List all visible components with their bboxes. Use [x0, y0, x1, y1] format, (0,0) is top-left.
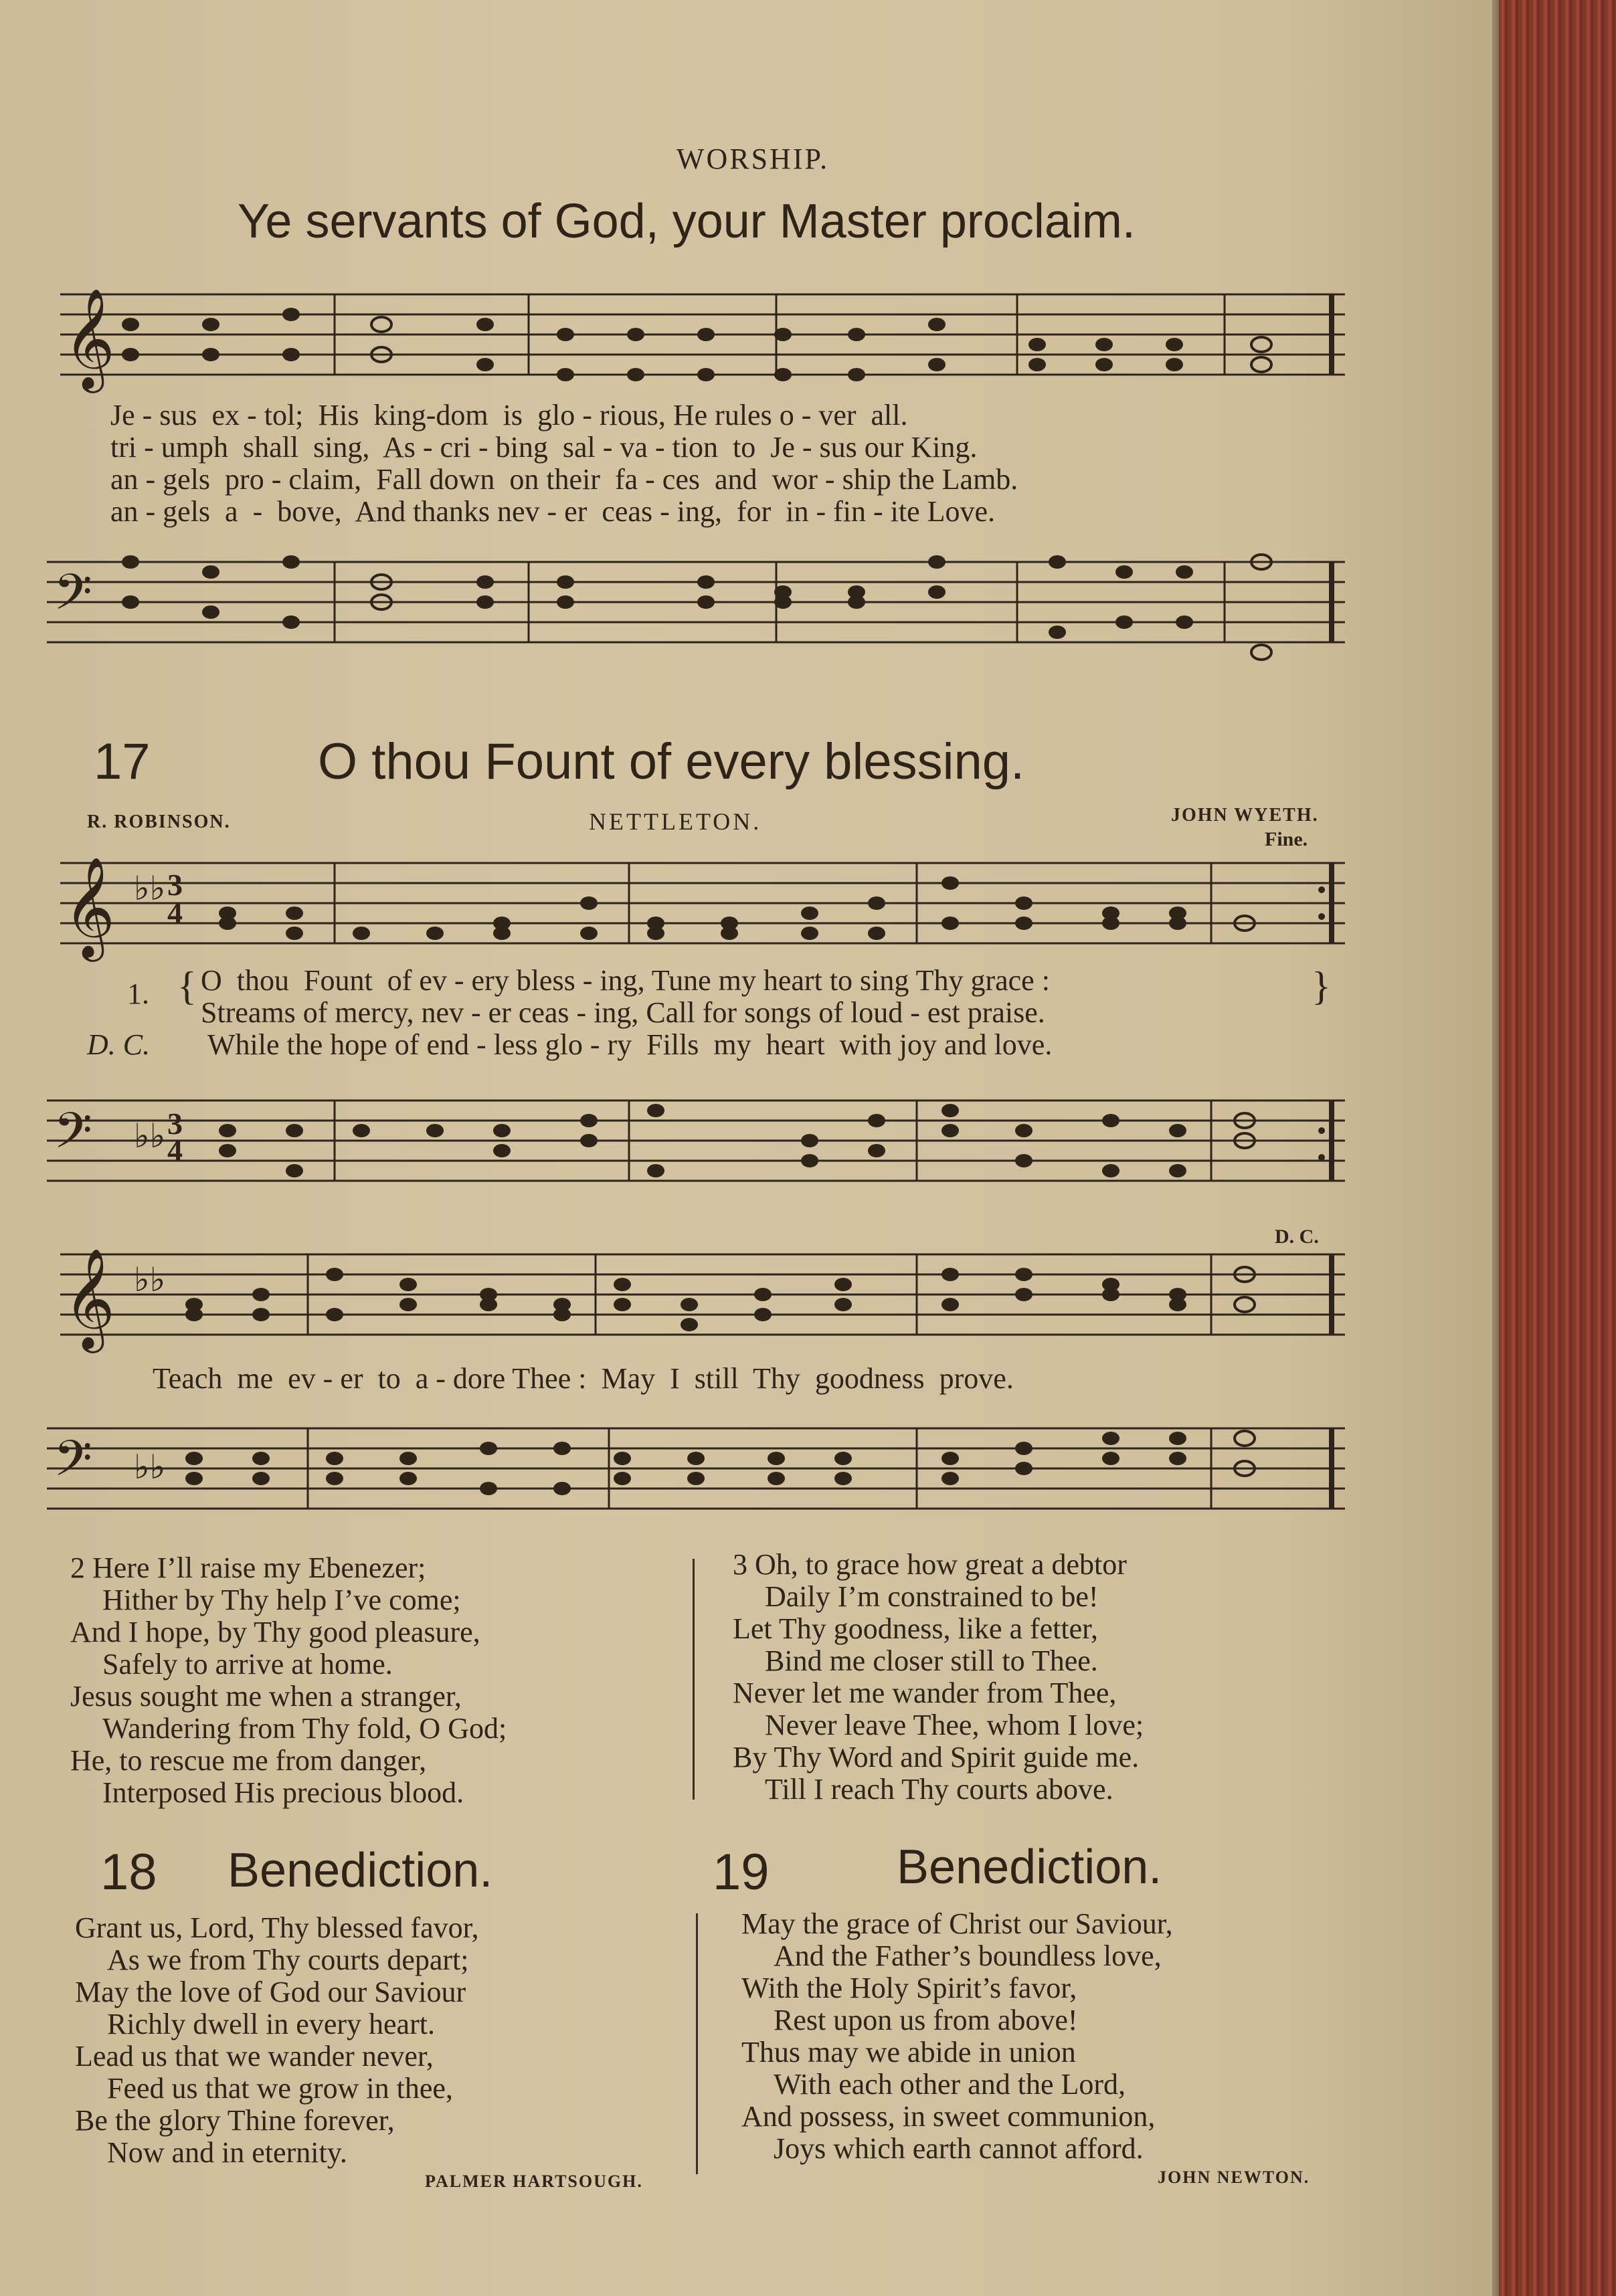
staff-lines-2	[47, 843, 1352, 970]
music-staff-treble-1	[47, 268, 1352, 408]
hymn-title-servants: Ye servants of God, your Master proclaim.	[238, 195, 1136, 248]
svg-text:4: 4	[167, 896, 183, 930]
hymn-18-line: Be the glory Thine forever,	[75, 2104, 395, 2137]
hymn-title-benediction-18: Benediction.	[228, 1844, 493, 1897]
svg-text:𝄢: 𝄢	[54, 1430, 92, 1500]
svg-text:♭♭: ♭♭	[134, 1448, 166, 1486]
stanza-2-line: Interposed His precious blood.	[102, 1776, 464, 1809]
running-head: WORSHIP.	[676, 142, 830, 175]
stanza-2-line: And I hope, by Thy good pleasure,	[70, 1616, 480, 1648]
verse-number: 1.	[127, 977, 149, 1010]
hymn-19-line: Thus may we abide in union	[741, 2036, 1076, 2069]
svg-text:3: 3	[167, 1107, 183, 1141]
staff-lines-bass-2	[47, 1070, 1352, 1204]
stanza-3	[733, 1549, 1144, 1806]
lyricist-credit: R. ROBINSON.	[87, 811, 231, 832]
hymn-18-text	[75, 1912, 479, 2169]
lyric-line-4: an - gels a - bove, And thanks nev - er ceas - ing, for in - fin - ite Love.	[110, 495, 996, 528]
svg-text:4: 4	[167, 1133, 183, 1167]
svg-text:♭♭: ♭♭	[134, 870, 166, 907]
hymn-19-line: With the Holy Spirit’s favor,	[741, 1972, 1077, 2004]
stanza-3-line: By Thy Word and Spirit guide me.	[733, 1741, 1140, 1774]
dc-marking: D. C.	[1275, 1226, 1319, 1248]
svg-text:3: 3	[167, 868, 183, 902]
svg-text:𝄢: 𝄢	[54, 563, 92, 634]
lyric-17-line-2: Streams of mercy, nev - er ceas - ing, Call for songs of loud - est praise.	[201, 996, 1045, 1029]
stanza-3-line: Never leave Thee, whom I love;	[765, 1709, 1144, 1741]
lyric-17-line-1: O thou Fount of ev - ery bless - ing, Tune my heart to sing Thy grace :	[201, 964, 1050, 997]
lyric-17-line-3: Teach me ev - er to a - dore Thee : May I still Thy goodness prove.	[153, 1362, 1014, 1395]
lyric-line-3: an - gels pro - claim, Fall down on their fa - ces and wor - ship the Lamb.	[110, 463, 1018, 496]
staff-lines-3	[47, 1231, 1352, 1358]
stanza-2-line: Safely to arrive at home.	[102, 1648, 393, 1681]
stanza-3-line: Daily I’m constrained to be!	[765, 1580, 1099, 1613]
svg-text:𝄞: 𝄞	[64, 287, 115, 389]
stanza-2-line: He, to rescue me from danger,	[70, 1744, 427, 1777]
hymn-number-19: 19	[713, 1844, 770, 1901]
lyric-17-dc-line: While the hope of end - less glo - ry Fills my heart with joy and love.	[207, 1028, 1053, 1061]
music-staff-bass-1	[47, 535, 1352, 689]
hymn-19-line: May the grace of Christ our Saviour,	[741, 1907, 1173, 1940]
hymn-19-text	[741, 1908, 1173, 2165]
stanza-3-line: Till I reach Thy courts above.	[765, 1773, 1113, 1806]
hymn-18-line: Richly dwell in every heart.	[107, 2008, 435, 2040]
brace-right: }	[1312, 964, 1331, 1008]
stanza-3-line: Bind me closer still to Thee.	[765, 1644, 1098, 1677]
hymn-18-line: Feed us that we grow in thee,	[107, 2072, 453, 2105]
dc-label: D. C.	[87, 1028, 151, 1061]
stanza-3-line: 3 Oh, to grace how great a debtor	[733, 1548, 1127, 1581]
stanza-3-line: Never let me wander from Thee,	[733, 1677, 1117, 1709]
hymn-18-line: May the love of God our Saviour	[75, 1976, 466, 2008]
tune-name: NETTLETON.	[589, 808, 762, 835]
column-divider-lower	[696, 1913, 698, 2174]
hymn-number-17: 17	[94, 733, 151, 790]
column-divider	[693, 1559, 695, 1800]
stanza-2-line: Hither by Thy help I’ve come;	[102, 1584, 461, 1616]
brace-left: {	[177, 964, 197, 1008]
hymn-18-author: PALMER HARTSOUGH.	[425, 2172, 643, 2191]
composer-credit: JOHN WYETH.	[1171, 805, 1319, 826]
hymn-18-line: As we from Thy courts depart;	[107, 1943, 469, 1976]
stanza-2-line: Wandering from Thy fold, O God;	[102, 1712, 507, 1745]
music-staff-bass-3	[47, 1405, 1352, 1519]
svg-text:♭♭: ♭♭	[134, 1117, 166, 1155]
svg-text:♭♭: ♭♭	[134, 1261, 166, 1299]
hymn-19-author: JOHN NEWTON.	[1158, 2168, 1310, 2187]
hymn-19-line: And the Father’s boundless love,	[774, 1939, 1162, 1972]
hymn-19-line: And possess, in sweet communion,	[741, 2100, 1156, 2133]
hymn-18-line: Now and in eternity.	[107, 2136, 347, 2169]
lyric-line-1: Je - sus ex - tol; His king-dom is glo - rious, He rules o - ver all.	[110, 399, 908, 432]
hymn-19-line: With each other and the Lord,	[774, 2068, 1126, 2101]
fine-marking: Fine.	[1265, 828, 1308, 850]
stanza-2-line: 2 Here I’ll raise my Ebenezer;	[70, 1551, 426, 1584]
staff-lines	[47, 268, 1352, 408]
music-staff-treble-3	[47, 1231, 1352, 1358]
music-staff-treble-2	[47, 843, 1352, 970]
hymn-title-benediction-19: Benediction.	[897, 1840, 1162, 1894]
lyric-line-2: tri - umph shall sing, As - cri - bing sal - va - tion to Je - sus our King.	[110, 431, 978, 464]
music-staff-bass-2	[47, 1070, 1352, 1204]
hymn-19-line: Joys which earth cannot afford.	[774, 2132, 1144, 2165]
staff-lines-bass-3	[47, 1405, 1352, 1519]
svg-text:𝄢: 𝄢	[54, 1102, 92, 1172]
svg-text:𝄞: 𝄞	[64, 1247, 115, 1349]
hymn-title-fount: O thou Fount of every blessing.	[318, 733, 1025, 790]
svg-text:𝄞: 𝄞	[64, 856, 115, 957]
staff-lines-bass	[47, 535, 1352, 689]
hymn-18-line: Grant us, Lord, Thy blessed favor,	[75, 1911, 479, 1944]
stanza-2-line: Jesus sought me when a stranger,	[70, 1680, 462, 1713]
page-edges	[1499, 0, 1616, 2296]
hymn-18-line: Lead us that we wander never,	[75, 2040, 434, 2073]
hymn-19-line: Rest upon us from above!	[774, 2004, 1078, 2036]
stanza-3-line: Let Thy goodness, like a fetter,	[733, 1612, 1099, 1645]
hymn-number-18: 18	[100, 1844, 157, 1901]
stanza-2	[70, 1552, 507, 1809]
